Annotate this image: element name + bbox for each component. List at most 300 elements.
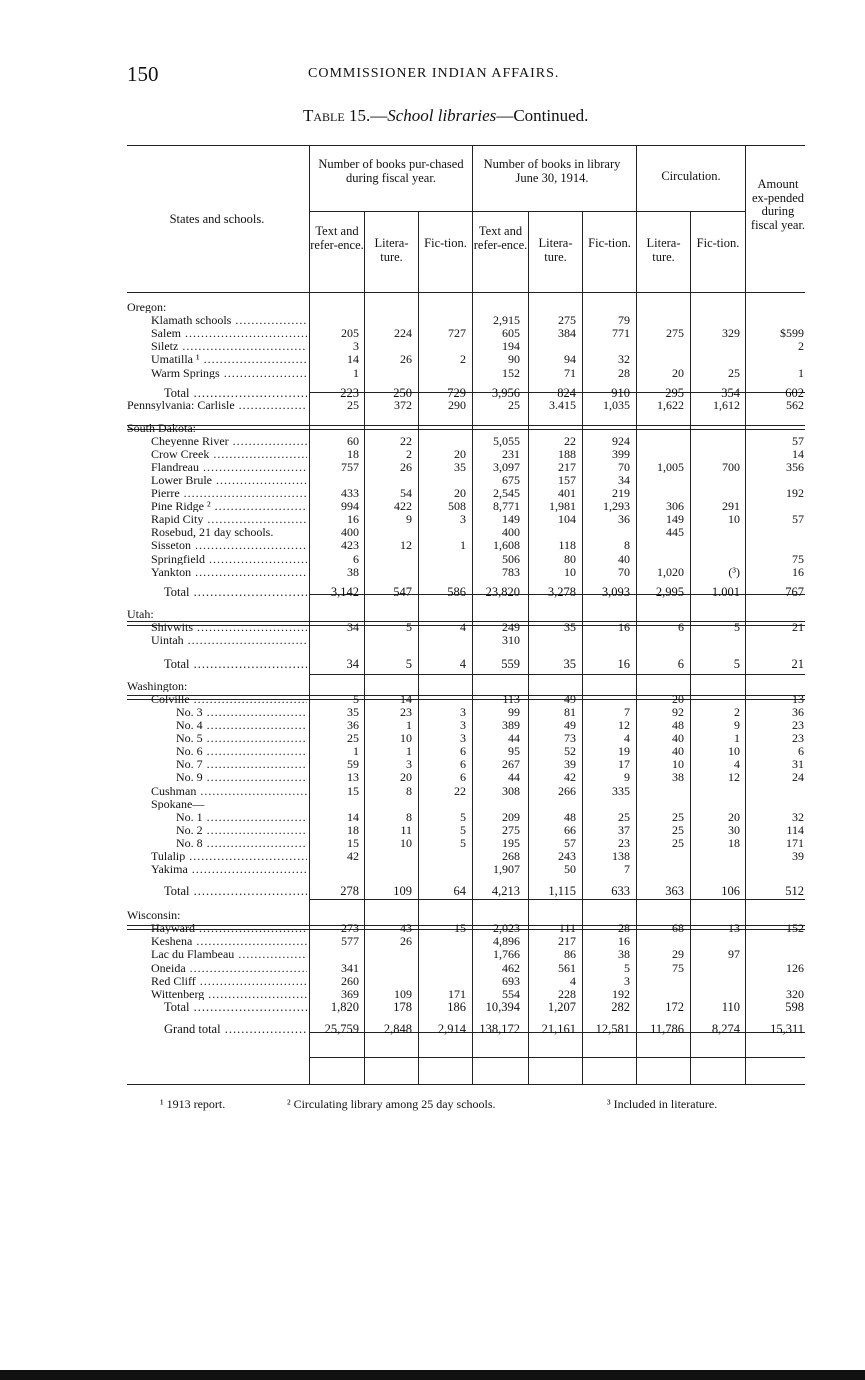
cell-col-4: 4 — [570, 973, 576, 988]
table-row — [0, 340, 865, 352]
row-label: Total ..... — [164, 658, 307, 670]
cell-col-4: 81 — [564, 704, 576, 719]
cell-col-6: 40 — [672, 731, 684, 746]
cell-col-0: 1 — [353, 744, 359, 759]
cell-col-4: 1,115 — [548, 884, 576, 899]
table-row — [0, 922, 865, 934]
cell-col-0: 273 — [341, 921, 359, 936]
cell-col-3: 1,766 — [493, 947, 520, 962]
table-row — [0, 658, 865, 670]
cell-col-6: 68 — [672, 921, 684, 936]
cell-col-3: 25 — [508, 397, 520, 412]
table-row — [0, 680, 865, 692]
cell-col-5: 12 — [618, 718, 630, 732]
cell-col-8: 114 — [786, 822, 804, 837]
cell-col-3: 1,907 — [493, 862, 520, 877]
running-head: COMMISSIONER INDIAN AFFAIRS. — [308, 66, 560, 81]
cell-col-3: 5,055 — [493, 433, 520, 448]
subheader-7: Fic-tion. — [696, 236, 740, 250]
row-label: No. 8 ..... — [176, 837, 307, 849]
cell-col-4: 1,981 — [549, 499, 576, 514]
table-row — [0, 850, 865, 862]
total-rule-2 — [309, 674, 805, 675]
total-rule-3 — [309, 899, 805, 900]
cell-col-5: 771 — [612, 326, 630, 341]
row-label: Wittenberg ..... — [151, 988, 307, 1000]
cell-col-8: 13 — [792, 691, 804, 706]
cell-col-5: 23 — [618, 835, 630, 850]
cell-col-8: 602 — [785, 385, 804, 400]
row-label: Lac du Flambeau ..... — [151, 948, 307, 960]
cell-col-2: 22 — [454, 783, 466, 798]
row-label: No. 3 ..... — [176, 706, 307, 718]
cell-col-0: 5 — [353, 691, 359, 706]
cell-col-4: 561 — [558, 960, 576, 975]
cell-col-3: 554 — [502, 986, 520, 1001]
cell-col-1: 10 — [400, 835, 412, 850]
cell-col-6: 1,622 — [657, 397, 684, 412]
row-label: Oregon: — [127, 301, 167, 314]
table-row — [0, 327, 865, 339]
cell-col-0: 205 — [341, 326, 359, 341]
cell-col-1: 8 — [406, 783, 412, 798]
row-label: Total ..... — [164, 387, 307, 399]
cell-col-4: 266 — [558, 783, 576, 798]
cell-col-7: 1.001 — [711, 584, 740, 599]
cell-col-5: 5 — [624, 960, 630, 975]
cell-col-2: 35 — [454, 459, 466, 474]
cell-col-5: 16 — [617, 656, 630, 671]
cell-col-3: 2,023 — [493, 921, 520, 936]
cell-col-0: 25 — [347, 397, 359, 412]
table-row — [0, 935, 865, 947]
cell-col-6: 38 — [672, 770, 684, 785]
table-row — [0, 745, 865, 757]
cell-col-0: 16 — [347, 512, 359, 527]
table-row — [0, 539, 865, 551]
group-header-circulation: Circulation. — [661, 169, 721, 183]
cell-col-4: 384 — [558, 326, 576, 341]
cell-col-1: 26 — [400, 352, 412, 367]
cell-col-1: 372 — [394, 397, 412, 412]
cell-col-4: 94 — [564, 352, 576, 367]
cell-col-4: 22 — [564, 433, 576, 448]
row-label: Cheyenne River ..... — [151, 435, 307, 447]
cell-col-0: 14 — [347, 809, 359, 824]
row-label: Yakima ..... — [151, 863, 307, 875]
cell-col-1: 547 — [393, 584, 412, 599]
table-row — [0, 785, 865, 797]
cell-col-2: 3 — [460, 731, 466, 746]
cell-col-3: 23,820 — [485, 584, 520, 599]
cell-col-3: 506 — [502, 551, 520, 566]
cell-col-0: 14 — [347, 352, 359, 367]
cell-col-1: 43 — [400, 921, 412, 936]
cell-col-6: 29 — [672, 947, 684, 962]
cell-col-1: 1 — [406, 744, 412, 759]
cell-col-0: 400 — [341, 525, 359, 540]
cell-col-2: 586 — [447, 584, 466, 599]
cell-col-6: 25 — [672, 835, 684, 850]
table-row — [0, 566, 865, 578]
cell-col-0: 42 — [347, 849, 359, 863]
cell-col-0: 260 — [341, 973, 359, 988]
cell-col-5: 32 — [618, 352, 630, 367]
cell-col-7: 25 — [728, 365, 740, 380]
row-label: Total ..... — [164, 885, 307, 897]
cell-col-4: 217 — [558, 459, 576, 474]
table-row — [0, 461, 865, 473]
cell-col-4: 49 — [564, 691, 576, 706]
cell-col-0: 223 — [340, 385, 359, 400]
cell-col-7: 30 — [728, 822, 740, 837]
table-row — [0, 706, 865, 718]
cell-col-4: 86 — [564, 947, 576, 962]
table-row — [0, 758, 865, 770]
cell-col-4: 10 — [564, 564, 576, 579]
cell-col-5: 16 — [618, 934, 630, 949]
cell-col-3: 231 — [502, 446, 520, 461]
cell-col-5: 17 — [618, 757, 630, 772]
row-label: No. 4 ..... — [176, 719, 307, 731]
cell-col-3: 3,097 — [493, 459, 520, 474]
cell-col-5: 3,093 — [601, 584, 630, 599]
cell-col-0: 341 — [341, 960, 359, 975]
cell-col-4: 275 — [558, 313, 576, 328]
cell-col-1: 22 — [400, 433, 412, 448]
table-row — [0, 798, 865, 810]
cell-col-5: 219 — [612, 486, 630, 500]
table-row — [0, 909, 865, 921]
cell-col-0: 25 — [347, 731, 359, 746]
cell-col-3: 138,172 — [479, 1021, 520, 1036]
cell-col-0: 278 — [340, 884, 359, 899]
cell-col-8: 512 — [785, 884, 804, 899]
cell-col-8: 2 — [798, 339, 804, 354]
cell-col-8: 16 — [792, 564, 804, 579]
cell-col-5: 3 — [624, 973, 630, 988]
cell-col-8: 1 — [798, 365, 804, 380]
table-row — [0, 526, 865, 538]
cell-col-2: 171 — [448, 986, 466, 1001]
cell-col-6: 2,995 — [655, 584, 684, 599]
cell-col-3: 2,915 — [493, 313, 520, 328]
cell-col-3: 605 — [502, 326, 520, 341]
cell-col-3: 3,956 — [491, 385, 520, 400]
cell-col-1: 23 — [400, 704, 412, 719]
cell-col-2: 2 — [460, 352, 466, 367]
cell-col-3: 99 — [508, 704, 520, 719]
cell-col-7: 20 — [728, 809, 740, 824]
cell-col-0: 38 — [347, 564, 359, 579]
table-row — [0, 399, 865, 411]
cell-col-2: 4 — [460, 619, 466, 634]
table-title — [303, 106, 588, 126]
cell-col-6: 11,786 — [650, 1021, 684, 1036]
cell-col-7: 12 — [728, 770, 740, 785]
cell-col-8: 31 — [792, 757, 804, 772]
cell-col-5: 192 — [612, 986, 630, 1001]
cell-col-4: 80 — [564, 551, 576, 566]
cell-col-3: 44 — [508, 770, 520, 785]
cell-col-0: 577 — [341, 934, 359, 949]
cell-col-5: 28 — [618, 365, 630, 380]
table-row — [0, 988, 865, 1000]
row-label: No. 2 ..... — [176, 824, 307, 836]
cell-col-7: 10 — [728, 744, 740, 759]
table-row — [0, 885, 865, 897]
cell-col-1: 224 — [394, 326, 412, 341]
table-bottom-rule — [127, 1084, 805, 1085]
row-label: No. 1 ..... — [176, 811, 307, 823]
cell-col-1: 12 — [400, 538, 412, 553]
cell-col-8: 320 — [786, 986, 804, 1001]
row-label: No. 9 ..... — [176, 771, 307, 783]
cell-col-4: 21,161 — [541, 1021, 576, 1036]
cell-col-1: 1 — [406, 718, 412, 732]
subheader-1: Litera-ture. — [374, 236, 409, 264]
cell-col-8: 36 — [792, 704, 804, 719]
table-row — [0, 553, 865, 565]
cell-col-4: 104 — [558, 512, 576, 527]
cell-col-8: 21 — [791, 656, 804, 671]
cell-col-4: 71 — [564, 365, 576, 380]
cell-col-5: 37 — [618, 822, 630, 837]
cell-col-0: 757 — [341, 459, 359, 474]
cell-col-5: 9 — [624, 770, 630, 785]
cell-col-5: 19 — [618, 744, 630, 759]
cell-col-7: 700 — [722, 459, 740, 474]
table-label: Table — [303, 106, 345, 125]
cell-col-0: 369 — [341, 986, 359, 1001]
cell-col-3: 44 — [508, 731, 520, 746]
row-label: Washington: — [127, 679, 188, 692]
table-row — [0, 621, 865, 633]
cell-col-3: 268 — [502, 849, 520, 863]
cell-col-0: 36 — [347, 718, 359, 732]
cell-col-4: 401 — [558, 486, 576, 500]
row-label: Pine Ridge ² ..... — [151, 500, 307, 512]
cell-col-6: 172 — [665, 999, 684, 1014]
cell-col-0: 25,759 — [324, 1021, 359, 1036]
cell-col-3: 783 — [502, 564, 520, 579]
row-label: Spokane— — [151, 797, 205, 810]
cell-col-3: 8,771 — [493, 499, 520, 514]
subheader-6: Litera-ture. — [646, 236, 681, 264]
cell-col-4: 35 — [563, 656, 576, 671]
cell-col-6: 149 — [666, 512, 684, 527]
cell-col-5: 70 — [618, 564, 630, 579]
cell-col-5: 7 — [624, 862, 630, 877]
row-label: Total ..... — [164, 1001, 307, 1013]
total-rule-5 — [309, 1057, 805, 1058]
row-label: Springfield ..... — [151, 553, 307, 565]
cell-col-3: 113 — [502, 691, 520, 706]
cell-col-7: 2 — [734, 704, 740, 719]
cell-col-8: 23 — [792, 731, 804, 746]
cell-col-8: 562 — [786, 397, 804, 412]
cell-col-1: 26 — [400, 459, 412, 474]
cell-col-5: 138 — [612, 849, 630, 863]
cell-col-5: 399 — [612, 446, 630, 461]
table-row — [0, 301, 865, 313]
cell-col-0: 6 — [353, 551, 359, 566]
cell-col-8: 767 — [785, 584, 804, 599]
row-label: Oneida ..... — [151, 962, 307, 974]
cell-col-6: 1,020 — [657, 564, 684, 579]
cell-col-7: 10 — [728, 512, 740, 527]
cell-col-8: 23 — [792, 718, 804, 732]
cell-col-2: 64 — [453, 884, 466, 899]
cell-col-5: 8 — [624, 538, 630, 553]
cell-col-6: 6 — [677, 656, 684, 671]
cell-col-8: 356 — [786, 459, 804, 474]
table-row — [0, 487, 865, 499]
cell-col-0: 34 — [346, 656, 359, 671]
cell-col-5: 1,035 — [603, 397, 630, 412]
cell-col-2: 3 — [460, 512, 466, 527]
cell-col-3: 209 — [502, 809, 520, 824]
row-label: Colville ..... — [151, 693, 307, 705]
cell-col-7: 97 — [728, 947, 740, 962]
cell-col-7: 329 — [722, 326, 740, 341]
cell-col-4: 57 — [564, 835, 576, 850]
cell-col-4: 824 — [557, 385, 576, 400]
row-label: Cushman ..... — [151, 785, 307, 797]
cell-col-3: 4,213 — [491, 884, 520, 899]
cell-col-6: 363 — [665, 884, 684, 899]
cell-col-8: 39 — [792, 849, 804, 863]
cell-col-3: 693 — [502, 973, 520, 988]
cell-col-4: 188 — [558, 446, 576, 461]
cell-col-6: 40 — [672, 744, 684, 759]
cell-col-6: 75 — [672, 960, 684, 975]
cell-col-2: 20 — [454, 446, 466, 461]
footnote-3: ³ Included in literature. — [607, 1097, 718, 1111]
cell-col-2: 727 — [448, 326, 466, 341]
cell-col-2: 3 — [460, 718, 466, 732]
cell-col-1: 2 — [406, 446, 412, 461]
cell-col-5: 25 — [618, 809, 630, 824]
cell-col-6: 10 — [672, 757, 684, 772]
row-label: Red Cliff ..... — [151, 975, 307, 987]
cell-col-2: 5 — [460, 835, 466, 850]
cell-col-4: 50 — [564, 862, 576, 877]
cell-col-1: 250 — [393, 385, 412, 400]
cell-col-1: 178 — [393, 999, 412, 1014]
cell-col-3: 308 — [502, 783, 520, 798]
cell-col-2: 6 — [460, 770, 466, 785]
cell-col-2: 5 — [460, 822, 466, 837]
cell-col-4: 48 — [564, 809, 576, 824]
footnote-2: ² Circulating library among 25 day schools. — [287, 1097, 496, 1111]
row-label: Total ..... — [164, 586, 307, 598]
cell-col-7: 1 — [734, 731, 740, 746]
table-row — [0, 387, 865, 399]
cell-col-4: 111 — [558, 921, 576, 936]
cell-col-0: 60 — [347, 433, 359, 448]
row-label: South Dakota: — [127, 421, 196, 434]
cell-col-6: 92 — [672, 704, 684, 719]
cell-col-2: 20 — [454, 486, 466, 500]
row-label: Flandreau ..... — [151, 461, 307, 473]
table-row — [0, 975, 865, 987]
cell-col-0: 18 — [347, 446, 359, 461]
row-label: Rosebud, 21 day schools. — [151, 526, 274, 539]
subheader-2: Fic-tion. — [424, 236, 467, 250]
cell-col-4: 42 — [564, 770, 576, 785]
cell-col-5: 12,581 — [595, 1021, 630, 1036]
cell-col-8: 21 — [792, 619, 804, 634]
row-label: Salem ..... — [151, 327, 307, 339]
row-label: Keshena ..... — [151, 935, 307, 947]
cell-col-7: 291 — [722, 499, 740, 514]
cell-col-2: 4 — [459, 656, 466, 671]
cell-col-3: 249 — [502, 619, 520, 634]
cell-col-8: 75 — [792, 551, 804, 566]
row-label: No. 7 ..... — [176, 758, 307, 770]
cell-col-2: 6 — [460, 744, 466, 759]
cell-col-1: 26 — [400, 934, 412, 949]
row-label: No. 5 ..... — [176, 732, 307, 744]
cell-col-4: 39 — [564, 757, 576, 772]
table-row — [0, 837, 865, 849]
cell-col-0: 423 — [341, 538, 359, 553]
table-row — [0, 448, 865, 460]
cell-col-1: 2,848 — [383, 1021, 412, 1036]
table-row — [0, 500, 865, 512]
cell-col-0: 59 — [347, 757, 359, 772]
cell-col-3: 389 — [502, 718, 520, 732]
group-header-purchased: Number of books pur-chased during fiscal year. — [318, 157, 464, 185]
cell-col-1: 8 — [406, 809, 412, 824]
table-row — [0, 811, 865, 823]
cell-col-1: 10 — [400, 731, 412, 746]
cell-col-0: 3 — [353, 339, 359, 354]
cell-col-5: 16 — [618, 619, 630, 634]
cell-col-5: 335 — [612, 783, 630, 798]
subheader-rule — [309, 211, 745, 212]
cell-col-1: 14 — [400, 691, 412, 706]
cell-col-7: 110 — [721, 999, 740, 1014]
cell-col-5: 38 — [618, 947, 630, 962]
row-label: Utah: — [127, 607, 154, 620]
row-label: Pennsylvania: Carlisle ..... — [127, 399, 307, 411]
row-label: Rapid City ..... — [151, 513, 307, 525]
cell-col-5: 36 — [618, 512, 630, 527]
cell-col-5: 910 — [611, 385, 630, 400]
cell-col-1: 109 — [394, 986, 412, 1001]
cell-col-6: 6 — [678, 619, 684, 634]
table-suffix: —Continued. — [496, 106, 589, 125]
table-row — [0, 435, 865, 447]
cell-col-3: 194 — [502, 339, 520, 354]
cell-col-2: 5 — [460, 809, 466, 824]
cell-col-0: 18 — [347, 822, 359, 837]
table-row — [0, 634, 865, 646]
cell-col-6: 445 — [666, 525, 684, 540]
table-row — [0, 824, 865, 836]
table-top-rule — [127, 145, 805, 146]
cell-col-2: 290 — [448, 397, 466, 412]
cell-col-4: 3.415 — [549, 397, 576, 412]
cell-col-5: 70 — [618, 459, 630, 474]
footnote-1: ¹ 1913 report. — [160, 1097, 226, 1111]
cell-col-6: 306 — [666, 499, 684, 514]
cell-col-7: (³) — [728, 564, 740, 579]
cell-col-6: 295 — [665, 385, 684, 400]
cell-col-3: 195 — [502, 835, 520, 850]
